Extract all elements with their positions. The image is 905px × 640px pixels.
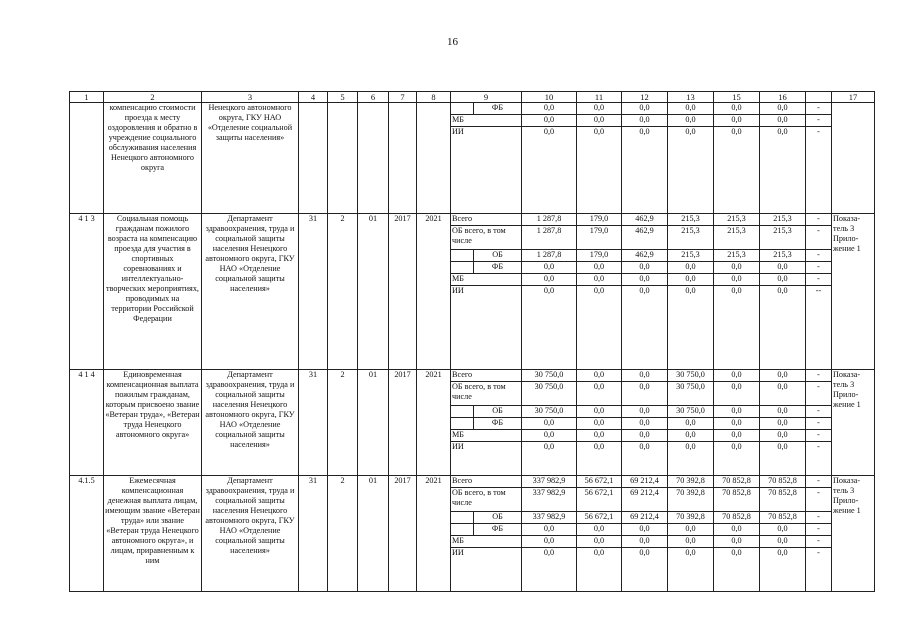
value-cell: 0,0 xyxy=(522,103,577,115)
indicator-ref: Показа-тель 3 Прило-жение 1 xyxy=(832,476,875,592)
value-cell: 0,0 xyxy=(714,382,760,406)
code-cell: 2017 xyxy=(389,476,417,592)
header-cell: 17 xyxy=(832,92,875,103)
code-cell: 01 xyxy=(358,214,389,370)
value-cell: 1 287,8 xyxy=(522,214,577,226)
code-cell: 2 xyxy=(328,214,358,370)
value-cell: 337 982,9 xyxy=(522,488,577,512)
header-cell: 7 xyxy=(389,92,417,103)
funding-source: МБ xyxy=(451,274,522,286)
funding-source: Всего xyxy=(451,214,522,226)
value-cell: 0,0 xyxy=(714,286,760,370)
value-cell: 215,3 xyxy=(760,214,806,226)
value-cell: 0,0 xyxy=(622,262,668,274)
value-cell: 56 672,1 xyxy=(577,488,622,512)
value-cell: 56 672,1 xyxy=(577,476,622,488)
dash-cell: - xyxy=(806,536,832,548)
program-table xyxy=(69,91,875,592)
header-cell: 16 xyxy=(760,92,806,103)
value-cell: 179,0 xyxy=(577,226,622,250)
value-cell: 0,0 xyxy=(522,127,577,214)
funding-source: ФБ xyxy=(474,103,522,115)
indicator-ref xyxy=(832,103,875,214)
value-cell: 0,0 xyxy=(668,115,714,127)
value-cell: 70 852,8 xyxy=(760,488,806,512)
table-row xyxy=(70,103,875,115)
executor-name: Департамент здравоохранения, труда и социальной защиты населения Ненецкого автономного округа, ГКУ НАО «Отделение социальной защиты населения» xyxy=(202,476,299,592)
code-cell: 2021 xyxy=(417,214,451,370)
header-cell: 8 xyxy=(417,92,451,103)
value-cell: 0,0 xyxy=(577,286,622,370)
table-row xyxy=(70,476,875,488)
header-cell: 10 xyxy=(522,92,577,103)
indent-cell xyxy=(451,512,474,524)
value-cell: 0,0 xyxy=(714,430,760,442)
value-cell: 70 852,8 xyxy=(760,512,806,524)
value-cell: 70 392,8 xyxy=(668,512,714,524)
value-cell: 69 212,4 xyxy=(622,476,668,488)
funding-source: ФБ xyxy=(474,524,522,536)
value-cell: 0,0 xyxy=(760,536,806,548)
value-cell: 215,3 xyxy=(668,214,714,226)
executor-name: Ненецкого автономного округа, ГКУ НАО «Отделение социальной защиты населения» xyxy=(202,103,299,214)
dash-cell: - xyxy=(806,226,832,250)
value-cell: 0,0 xyxy=(622,382,668,406)
value-cell: 0,0 xyxy=(760,548,806,592)
dash-cell: - xyxy=(806,274,832,286)
code-cell: 01 xyxy=(358,476,389,592)
indent-cell xyxy=(451,262,474,274)
indent-cell xyxy=(451,406,474,418)
dash-cell: - xyxy=(806,418,832,430)
value-cell: 0,0 xyxy=(714,418,760,430)
table-row xyxy=(70,214,875,226)
value-cell: 0,0 xyxy=(668,442,714,476)
value-cell: 70 392,8 xyxy=(668,488,714,512)
funding-source: Всего xyxy=(451,476,522,488)
code-cell: 31 xyxy=(299,476,328,592)
value-cell: 0,0 xyxy=(577,406,622,418)
value-cell: 0,0 xyxy=(522,430,577,442)
value-cell: 0,0 xyxy=(622,370,668,382)
measure-name: Ежемесячная компенсационная денежная выплата лицам, имеющим звание «Ветеран труда» или звание «Ветеран труда Ненецкого автономного округа», и лицам, приравненным к ним xyxy=(104,476,202,592)
value-cell: 0,0 xyxy=(522,536,577,548)
page-number: 16 xyxy=(447,36,458,48)
indent-cell xyxy=(451,524,474,536)
row-number: 4.1.5 xyxy=(70,476,104,592)
code-cell: 01 xyxy=(358,370,389,476)
funding-source: МБ xyxy=(451,115,522,127)
value-cell: 0,0 xyxy=(622,430,668,442)
value-cell: 0,0 xyxy=(668,262,714,274)
value-cell: 215,3 xyxy=(714,226,760,250)
measure-name: компенсацию стоимости проезда к месту оздоровления и обратно в учреждение социального обслуживания населения Ненецкого автономного округа xyxy=(104,103,202,214)
funding-source: ОБ xyxy=(474,250,522,262)
indent-cell xyxy=(451,418,474,430)
value-cell: 0,0 xyxy=(668,127,714,214)
value-cell: 0,0 xyxy=(577,370,622,382)
value-cell: 0,0 xyxy=(760,115,806,127)
funding-source: ИИ xyxy=(451,286,522,370)
value-cell: 179,0 xyxy=(577,214,622,226)
value-cell: 0,0 xyxy=(622,442,668,476)
value-cell: 70 852,8 xyxy=(714,488,760,512)
value-cell: 0,0 xyxy=(760,127,806,214)
value-cell: 0,0 xyxy=(714,103,760,115)
value-cell: 0,0 xyxy=(622,418,668,430)
value-cell: 215,3 xyxy=(714,250,760,262)
code-cell xyxy=(299,103,328,214)
value-cell: 0,0 xyxy=(668,286,714,370)
value-cell: 69 212,4 xyxy=(622,488,668,512)
measure-name: Социальная помощь гражданам пожилого возраста на компенсацию проезда для участия в спортивных соревнованиях и интеллектуально-творческих мероприятиях, проводимых на территории Российской Федерации xyxy=(104,214,202,370)
value-cell: 0,0 xyxy=(714,406,760,418)
value-cell: 0,0 xyxy=(714,262,760,274)
value-cell: 0,0 xyxy=(577,524,622,536)
header-cell: 12 xyxy=(622,92,668,103)
value-cell: 1 287,8 xyxy=(522,250,577,262)
value-cell: 0,0 xyxy=(577,382,622,406)
executor-name: Департамент здравоохранения, труда и социальной защиты населения Ненецкого автономного округа, ГКУ НАО «Отделение социальной защиты населения» xyxy=(202,214,299,370)
dash-cell: - xyxy=(806,488,832,512)
code-cell xyxy=(328,103,358,214)
value-cell: 0,0 xyxy=(522,548,577,592)
code-cell: 2021 xyxy=(417,476,451,592)
value-cell: 0,0 xyxy=(668,536,714,548)
value-cell: 0,0 xyxy=(622,406,668,418)
header-cell: 15 xyxy=(714,92,760,103)
dash-cell: - xyxy=(806,382,832,406)
header-cell: 4 xyxy=(299,92,328,103)
funding-source: МБ xyxy=(451,430,522,442)
value-cell: 0,0 xyxy=(668,103,714,115)
header-row xyxy=(70,92,875,103)
value-cell: 0,0 xyxy=(668,418,714,430)
header-cell: 3 xyxy=(202,92,299,103)
value-cell: 0,0 xyxy=(714,127,760,214)
value-cell: 0,0 xyxy=(577,103,622,115)
value-cell: 215,3 xyxy=(760,250,806,262)
value-cell: 0,0 xyxy=(714,370,760,382)
funding-source: ФБ xyxy=(474,418,522,430)
indent-cell xyxy=(451,103,474,115)
row-number: 4 1 4 xyxy=(70,370,104,476)
value-cell: 179,0 xyxy=(577,250,622,262)
value-cell: 70 392,8 xyxy=(668,476,714,488)
value-cell: 0,0 xyxy=(760,406,806,418)
row-number: 4 1 3 xyxy=(70,214,104,370)
value-cell: 0,0 xyxy=(577,262,622,274)
value-cell: 0,0 xyxy=(714,115,760,127)
indent-cell xyxy=(451,250,474,262)
dash-cell: - xyxy=(806,548,832,592)
value-cell: 0,0 xyxy=(577,442,622,476)
value-cell: 215,3 xyxy=(714,214,760,226)
header-cell: 5 xyxy=(328,92,358,103)
value-cell: 30 750,0 xyxy=(522,370,577,382)
header-cell: 9 xyxy=(451,92,522,103)
value-cell: 0,0 xyxy=(622,524,668,536)
dash-cell: - xyxy=(806,512,832,524)
funding-source: ИИ xyxy=(451,442,522,476)
value-cell: 0,0 xyxy=(668,548,714,592)
funding-source: ФБ xyxy=(474,262,522,274)
value-cell: 0,0 xyxy=(522,274,577,286)
value-cell: 0,0 xyxy=(622,103,668,115)
table-row xyxy=(70,370,875,382)
row-number xyxy=(70,103,104,214)
code-cell: 31 xyxy=(299,370,328,476)
dash-cell: - xyxy=(806,430,832,442)
executor-name: Департамент здравоохранения, труда и социальной защиты населения Ненецкого автономного округа, ГКУ НАО «Отделение социальной защиты населения» xyxy=(202,370,299,476)
value-cell: 0,0 xyxy=(577,430,622,442)
indicator-ref: Показа-тель 3 Прило-жение 1 xyxy=(832,370,875,476)
indicator-ref: Показа-тель 3 Прило-жение 1 xyxy=(832,214,875,370)
value-cell: 0,0 xyxy=(577,127,622,214)
code-cell: 2017 xyxy=(389,214,417,370)
value-cell: 30 750,0 xyxy=(668,382,714,406)
funding-source: ОБ всего, в том числе xyxy=(451,488,522,512)
value-cell: 0,0 xyxy=(577,536,622,548)
value-cell: 0,0 xyxy=(522,286,577,370)
dash-cell: - xyxy=(806,103,832,115)
funding-source: ИИ xyxy=(451,127,522,214)
dash-cell: - xyxy=(806,250,832,262)
header-cell: 13 xyxy=(668,92,714,103)
value-cell: 0,0 xyxy=(760,274,806,286)
dash-cell: - xyxy=(806,406,832,418)
header-cell xyxy=(806,92,832,103)
dash-cell: - xyxy=(806,214,832,226)
value-cell: 0,0 xyxy=(714,442,760,476)
value-cell: 0,0 xyxy=(622,548,668,592)
dash-cell: - xyxy=(806,476,832,488)
value-cell: 0,0 xyxy=(522,524,577,536)
value-cell: 0,0 xyxy=(622,115,668,127)
header-cell: 1 xyxy=(70,92,104,103)
value-cell: 0,0 xyxy=(714,536,760,548)
value-cell: 0,0 xyxy=(760,103,806,115)
code-cell xyxy=(358,103,389,214)
dash-cell: - xyxy=(806,127,832,214)
value-cell: 0,0 xyxy=(714,524,760,536)
value-cell: 0,0 xyxy=(760,442,806,476)
value-cell: 0,0 xyxy=(668,274,714,286)
funding-source: ОБ всего, в том числе xyxy=(451,226,522,250)
value-cell: 0,0 xyxy=(714,274,760,286)
value-cell: 30 750,0 xyxy=(668,406,714,418)
value-cell: 0,0 xyxy=(760,370,806,382)
value-cell: 0,0 xyxy=(760,382,806,406)
value-cell: 30 750,0 xyxy=(668,370,714,382)
value-cell: 0,0 xyxy=(522,115,577,127)
funding-source: ОБ xyxy=(474,512,522,524)
funding-source: ОБ всего, в том числе xyxy=(451,382,522,406)
header-cell: 11 xyxy=(577,92,622,103)
value-cell: 69 212,4 xyxy=(622,512,668,524)
value-cell: 0,0 xyxy=(760,430,806,442)
funding-source: МБ xyxy=(451,536,522,548)
value-cell: 0,0 xyxy=(760,262,806,274)
code-cell xyxy=(389,103,417,214)
value-cell: 0,0 xyxy=(760,524,806,536)
value-cell: 0,0 xyxy=(714,548,760,592)
value-cell: 0,0 xyxy=(668,430,714,442)
dash-cell: - xyxy=(806,524,832,536)
value-cell: 215,3 xyxy=(760,226,806,250)
value-cell: 215,3 xyxy=(668,226,714,250)
value-cell: 1 287,8 xyxy=(522,226,577,250)
value-cell: 0,0 xyxy=(622,127,668,214)
value-cell: 56 672,1 xyxy=(577,512,622,524)
value-cell: 337 982,9 xyxy=(522,476,577,488)
value-cell: 70 852,8 xyxy=(760,476,806,488)
value-cell: 462,9 xyxy=(622,214,668,226)
dash-cell: - xyxy=(806,115,832,127)
value-cell: 462,9 xyxy=(622,250,668,262)
funding-source: ОБ xyxy=(474,406,522,418)
value-cell: 70 852,8 xyxy=(714,512,760,524)
value-cell: 30 750,0 xyxy=(522,382,577,406)
measure-name: Единовременная компенсационная выплата пожилым гражданам, которым присвоено звание «Ветеран труда», «Ветеран труда Ненецкого автономного округа» xyxy=(104,370,202,476)
value-cell: 337 982,9 xyxy=(522,512,577,524)
code-cell: 2 xyxy=(328,476,358,592)
value-cell: 0,0 xyxy=(622,286,668,370)
value-cell: 0,0 xyxy=(577,115,622,127)
value-cell: 462,9 xyxy=(622,226,668,250)
value-cell: 215,3 xyxy=(668,250,714,262)
funding-source: Всего xyxy=(451,370,522,382)
dash-cell: -- xyxy=(806,286,832,370)
value-cell: 0,0 xyxy=(577,418,622,430)
header-cell: 6 xyxy=(358,92,389,103)
value-cell: 0,0 xyxy=(522,418,577,430)
code-cell: 2017 xyxy=(389,370,417,476)
dash-cell: - xyxy=(806,262,832,274)
code-cell xyxy=(417,103,451,214)
value-cell: 30 750,0 xyxy=(522,406,577,418)
value-cell: 0,0 xyxy=(577,274,622,286)
dash-cell: - xyxy=(806,370,832,382)
dash-cell: - xyxy=(806,442,832,476)
code-cell: 2 xyxy=(328,370,358,476)
value-cell: 0,0 xyxy=(622,536,668,548)
funding-source: ИИ xyxy=(451,548,522,592)
value-cell: 0,0 xyxy=(577,548,622,592)
value-cell: 0,0 xyxy=(622,274,668,286)
value-cell: 0,0 xyxy=(522,442,577,476)
code-cell: 2021 xyxy=(417,370,451,476)
code-cell: 31 xyxy=(299,214,328,370)
value-cell: 0,0 xyxy=(522,262,577,274)
value-cell: 0,0 xyxy=(760,286,806,370)
value-cell: 0,0 xyxy=(760,418,806,430)
header-cell: 2 xyxy=(104,92,202,103)
value-cell: 70 852,8 xyxy=(714,476,760,488)
value-cell: 0,0 xyxy=(668,524,714,536)
